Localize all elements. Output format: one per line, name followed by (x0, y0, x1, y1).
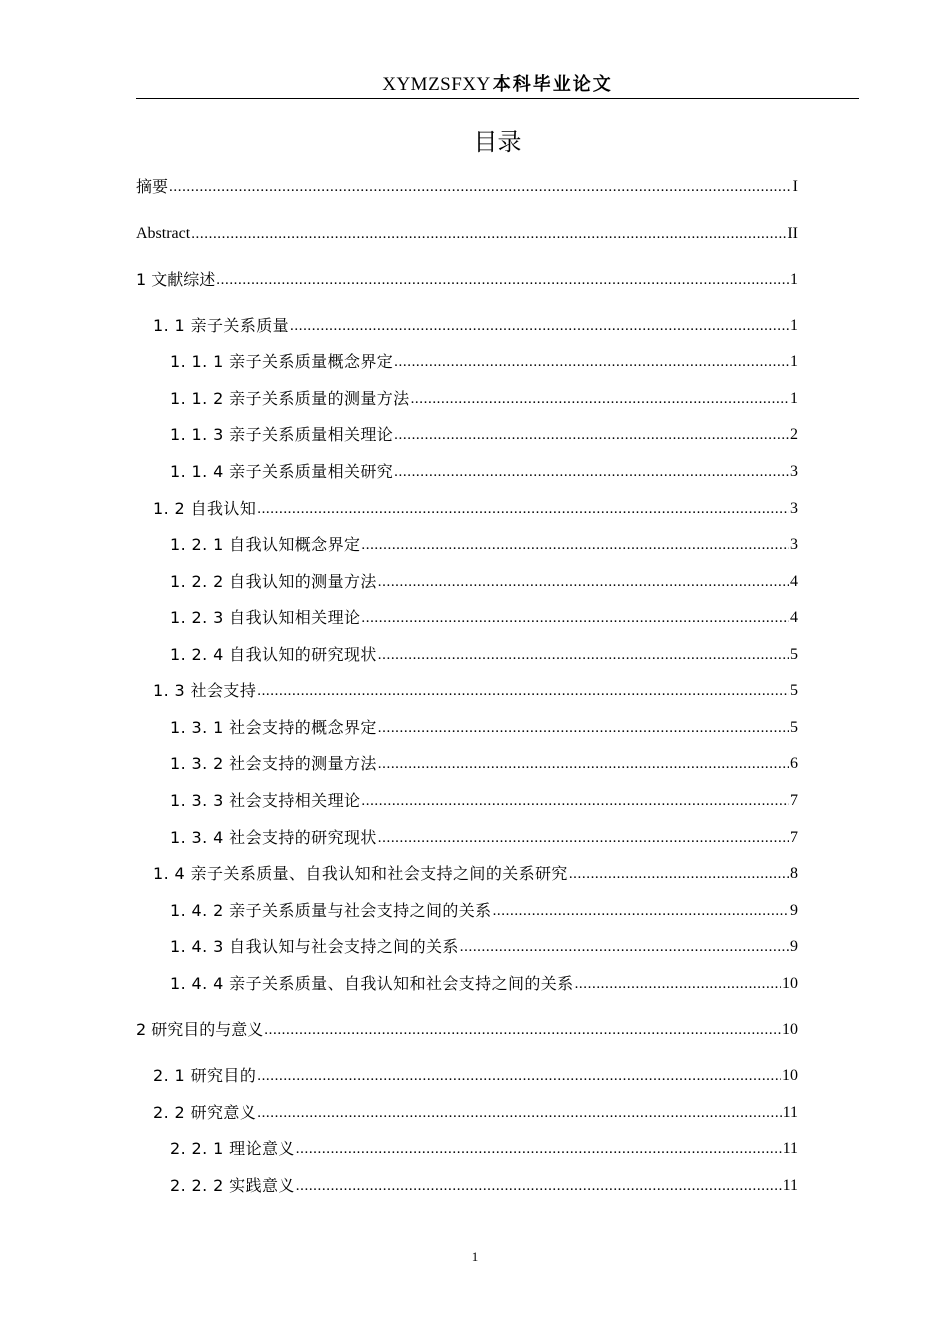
toc-leader-dots (460, 935, 789, 959)
toc-entry-page: 1 (790, 390, 798, 407)
toc-leader-dots (394, 423, 789, 447)
toc-entry[interactable] (170, 716, 798, 740)
toc-entry-page: 9 (790, 902, 798, 919)
toc-entry-label: 1. 1. 2 亲子关系质量的测量方法 (170, 389, 410, 408)
toc-entry-page: 11 (782, 1140, 798, 1157)
toc-leader-dots (378, 643, 789, 667)
toc-leader-dots (411, 387, 789, 411)
toc-entry[interactable] (153, 314, 798, 338)
toc-entry[interactable] (170, 752, 798, 776)
toc-entry-page: 7 (790, 829, 798, 846)
toc-leader-dots (378, 716, 789, 740)
toc-leader-dots (257, 679, 789, 703)
toc-leader-dots (361, 789, 789, 813)
toc-entry[interactable] (153, 1064, 798, 1088)
toc-entry-page: 5 (790, 646, 798, 663)
toc-entry-label: 1. 3. 4 社会支持的研究现状 (170, 828, 377, 847)
toc-entry-page: 3 (790, 463, 798, 480)
toc-entry-page: 4 (790, 573, 798, 590)
toc-entry-label: Abstract (136, 225, 191, 242)
toc-entry-label: 1. 2. 1 自我认知概念界定 (170, 535, 361, 554)
page-number: 1 (471, 1249, 479, 1264)
toc-leader-dots (394, 350, 789, 374)
toc-entry[interactable] (170, 899, 798, 923)
toc-entry-label: 1. 1 亲子关系质量 (153, 316, 290, 335)
toc-leader-dots (378, 826, 789, 850)
toc-entry[interactable] (170, 643, 798, 667)
toc-entry[interactable] (153, 679, 798, 703)
toc-entry-page: 2 (790, 426, 798, 443)
toc-entry-label: 1. 3. 2 社会支持的测量方法 (170, 754, 377, 773)
toc-entry-label: 1. 1. 3 亲子关系质量相关理论 (170, 425, 394, 444)
toc-leader-dots (257, 1064, 781, 1088)
toc-entry[interactable] (136, 1018, 798, 1042)
toc-leader-dots (264, 1018, 781, 1042)
toc-leader-dots (361, 533, 789, 557)
toc-entry[interactable] (170, 533, 798, 557)
toc-entry[interactable] (153, 497, 798, 521)
toc-entry-page: II (787, 225, 798, 242)
toc-leader-dots (296, 1137, 782, 1161)
toc-entry-page: 8 (790, 865, 798, 882)
toc-entry[interactable] (170, 460, 798, 484)
toc-leader-dots (296, 1174, 782, 1198)
toc-leader-dots (569, 862, 789, 886)
toc-leader-dots (378, 570, 789, 594)
toc-entry-page: 11 (782, 1104, 798, 1121)
toc-entry-page: 1 (790, 271, 798, 288)
toc-entry-label: 摘要 (136, 177, 169, 196)
toc-leader-dots (191, 222, 786, 246)
toc-entry[interactable] (153, 1101, 798, 1125)
toc-leader-dots (257, 497, 789, 521)
toc-entry[interactable] (170, 935, 798, 959)
toc-leader-dots (216, 268, 789, 292)
toc-entry-page: I (792, 178, 798, 195)
toc-entry-page: 10 (782, 1021, 798, 1038)
toc-entry-label: 2. 2 研究意义 (153, 1103, 257, 1122)
toc-entry-page: 5 (790, 682, 798, 699)
toc-entry[interactable] (136, 222, 798, 246)
toc-leader-dots (257, 1101, 781, 1125)
toc-entry-label: 1. 2. 2 自我认知的测量方法 (170, 572, 377, 591)
toc-entry-label: 1. 2. 4 自我认知的研究现状 (170, 645, 377, 664)
toc-entry[interactable] (170, 789, 798, 813)
toc-entry-label: 1. 4. 4 亲子关系质量、自我认知和社会支持之间的关系 (170, 974, 574, 993)
toc-leader-dots (493, 899, 789, 923)
toc-entry-label: 2. 2. 1 理论意义 (170, 1139, 295, 1158)
toc-entry[interactable] (153, 862, 798, 886)
toc-leader-dots (575, 972, 781, 996)
toc-leader-dots (290, 314, 789, 338)
toc-entry-page: 4 (790, 609, 798, 626)
toc-entry[interactable] (170, 1174, 798, 1198)
toc-entry-label: 2 研究目的与意义 (136, 1020, 264, 1039)
toc-title: 目录 (473, 128, 522, 156)
toc-entry-page: 3 (790, 536, 798, 553)
toc-entry-label: 2. 1 研究目的 (153, 1066, 257, 1085)
toc-entry-page: 5 (790, 719, 798, 736)
toc-leader-dots (169, 175, 792, 199)
toc-leader-dots (361, 606, 789, 630)
toc-entry[interactable] (170, 826, 798, 850)
toc-entry-label: 1. 2 自我认知 (153, 499, 257, 518)
toc-entry-page: 11 (782, 1177, 798, 1194)
toc-entry[interactable] (170, 972, 798, 996)
toc-entry[interactable] (170, 570, 798, 594)
toc-entry[interactable] (170, 1137, 798, 1161)
toc-entry-label: 1. 4 亲子关系质量、自我认知和社会支持之间的关系研究 (153, 864, 568, 883)
toc-entry[interactable] (170, 606, 798, 630)
toc-entry[interactable] (136, 175, 798, 199)
header-cjk-text: 本科毕业论文 (492, 74, 613, 95)
toc-leader-dots (378, 752, 789, 776)
toc-entry[interactable] (170, 350, 798, 374)
toc-entry[interactable] (170, 387, 798, 411)
toc-entry-label: 1. 2. 3 自我认知相关理论 (170, 608, 361, 627)
toc-entry-label: 1. 1. 4 亲子关系质量相关研究 (170, 462, 394, 481)
toc-entry-page: 9 (790, 938, 798, 955)
toc-leader-dots (394, 460, 789, 484)
toc-entry-page: 3 (790, 500, 798, 517)
toc-entry-label: 1. 4. 2 亲子关系质量与社会支持之间的关系 (170, 901, 492, 920)
toc-entry[interactable] (170, 423, 798, 447)
toc-entry-label: 1. 3 社会支持 (153, 681, 257, 700)
toc-entry-label: 1. 4. 3 自我认知与社会支持之间的关系 (170, 937, 459, 956)
toc-entry-page: 1 (790, 353, 798, 370)
toc-entry-label: 1. 1. 1 亲子关系质量概念界定 (170, 352, 394, 371)
header-latin-text: XYMZSFXY (382, 74, 491, 95)
toc-entry-label: 1. 3. 1 社会支持的概念界定 (170, 718, 377, 737)
toc-entry-label: 1. 3. 3 社会支持相关理论 (170, 791, 361, 810)
toc-entry-label: 1 文献综述 (136, 270, 216, 289)
toc-entry-page: 7 (790, 792, 798, 809)
toc-entry[interactable] (136, 268, 798, 292)
toc-entry-label: 2. 2. 2 实践意义 (170, 1176, 295, 1195)
toc-entry-page: 1 (790, 317, 798, 334)
toc-entry-page: 6 (790, 755, 798, 772)
toc-entry-page: 10 (782, 1067, 798, 1084)
toc-entry-page: 10 (782, 975, 798, 992)
